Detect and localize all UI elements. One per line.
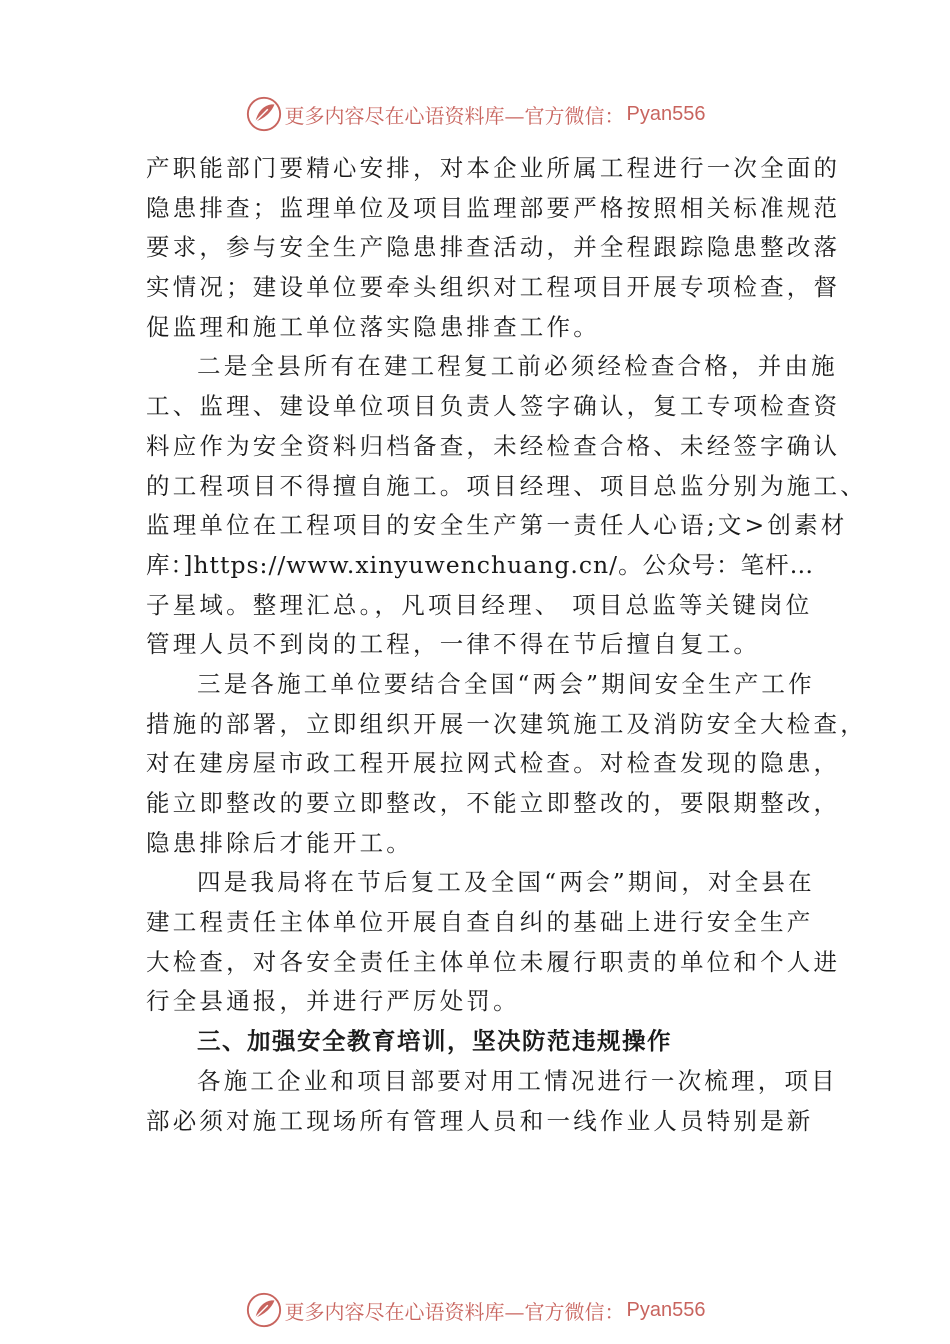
text-line: 料应作为安全资料归档备查，未经检查合格、未经签字确认 <box>146 431 841 460</box>
text-line: 大检查，对各安全责任主体单位未履行职责的单位和个人进 <box>146 947 841 976</box>
text-line: 隐患排查；监理单位及项目监理部要严格按照相关标准规范 <box>146 193 841 222</box>
footer-banner <box>0 1290 950 1330</box>
text-line: 工、监理、建设单位项目负责人签字确认，复工专项检查资 <box>146 392 841 421</box>
header-banner <box>0 94 950 134</box>
text-line: 对在建房屋市政工程开展拉网式检查。对检查发现的隐患， <box>146 749 841 778</box>
leaf-pen-logo-icon <box>245 1291 283 1329</box>
footer-wechat-id: Pyan556 <box>626 1298 706 1321</box>
paragraph-start-line: 三是各施工单位要结合全国“两会”期间安全生产工作 <box>197 669 815 698</box>
text-line: 实情况；建设单位要牵头组织对工程项目开展专项检查，督 <box>146 273 841 302</box>
text-line: 措施的部署，立即组织开展一次建筑施工及消防安全大检查， <box>146 709 867 738</box>
text-line: 建工程责任主体单位开展自查自纠的基础上进行安全生产 <box>146 908 814 937</box>
text-line: 的工程项目不得擅自施工。项目经理、项目总监分别为施工、 <box>146 471 867 500</box>
text-line: 监理单位在工程项目的安全生产第一责任人心语;文>创素材 <box>146 511 848 540</box>
text-line: 要求，参与安全生产隐患排查活动，并全程跟踪隐患整改落 <box>146 233 841 262</box>
header-banner-text: 更多内容尽在心语资料库—官方微信： <box>284 103 625 128</box>
text-line: 促监理和施工单位落实隐患排查工作。 <box>146 312 600 341</box>
text-line: 产职能部门要精心安排，对本企业所属工程进行一次全面的 <box>146 154 841 182</box>
text-line: 行全县通报，并进行严厉处罚。 <box>146 987 520 1016</box>
text-line: 能立即整改的要立即整改，不能立即整改的，要限期整改， <box>146 789 841 817</box>
paragraph-start-line: 各施工企业和项目部要对用工情况进行一次梳理，项目 <box>197 1066 838 1095</box>
paragraph-start-line: 四是我局将在节后复工及全国“两会”期间，对全县在 <box>197 868 815 897</box>
header-wechat-id: Pyan556 <box>626 102 706 125</box>
text-line: 管理人员不到岗的工程，一律不得在节后擅自复工。 <box>146 630 761 659</box>
document-body <box>146 149 867 1141</box>
text-line-with-url: 库：]https://www.xinyuwenchuang.cn/。公众号：笔杆… <box>146 550 815 579</box>
text-line: 部必须对施工现场所有管理人员和一线作业人员特别是新 <box>146 1106 814 1135</box>
paragraph-start-line: 二是全县所有在建工程复工前必须经检查合格，并由施 <box>197 352 838 381</box>
text-line: 子星域。整理汇总。，凡项目经理、 项目总监等关键岗位 <box>146 590 813 619</box>
footer-banner-text: 更多内容尽在心语资料库—官方微信： <box>284 1299 625 1324</box>
text-line: 隐患排除后才能开工。 <box>146 828 413 857</box>
section-heading: 三、加强安全教育培训，坚决防范违规操作 <box>197 1027 672 1056</box>
leaf-pen-logo-icon <box>245 95 283 133</box>
